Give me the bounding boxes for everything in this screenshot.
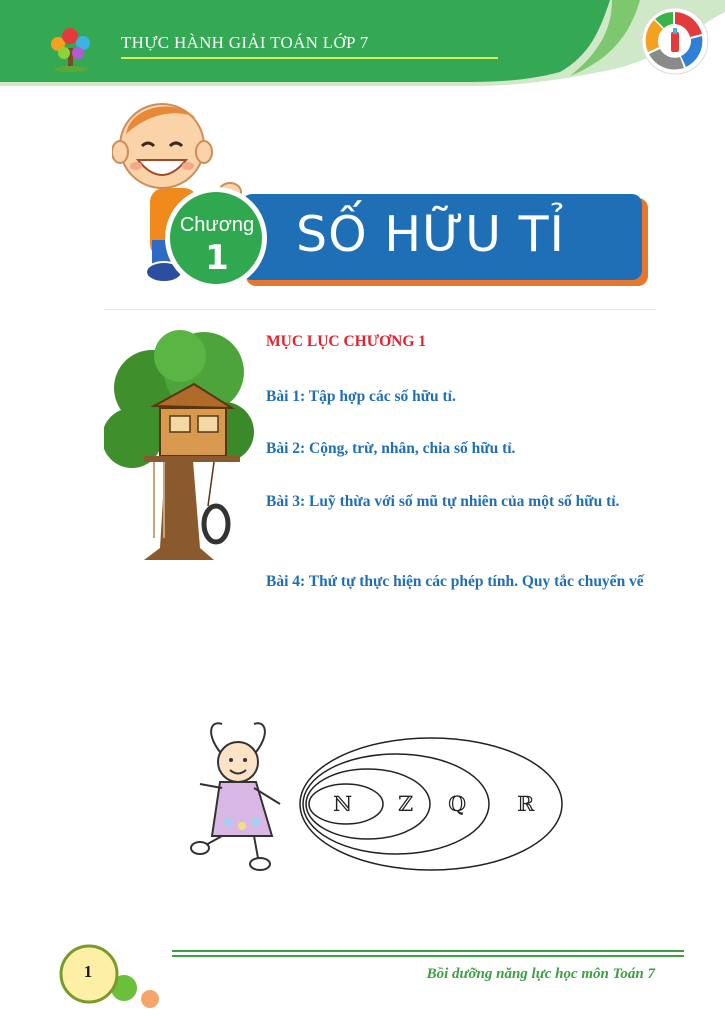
footer-text: Bồi dưỡng năng lực học môn Toán 7 (426, 966, 655, 982)
section-divider (104, 309, 656, 310)
circle-people-logo-icon (640, 6, 710, 76)
set-label-integers: ℤ (398, 792, 414, 816)
toc-item-3[interactable]: Bài 3: Luỹ thừa với số mũ tự nhiên của một số hữu tỉ. (266, 493, 620, 510)
chapter-name: SỐ HỮU TỈ (296, 206, 565, 263)
header-title: THỰC HÀNH GIẢI TOÁN LỚP 7 (121, 33, 369, 52)
chapter-word: Chương (179, 214, 255, 236)
toc-item-4[interactable]: Bài 4: Thứ tự thực hiện các phép tính. Quy tắc chuyển vế (266, 573, 644, 590)
toc-title: MỤC LỤC CHƯƠNG 1 (266, 333, 427, 350)
set-label-naturals: ℕ (333, 792, 353, 816)
tree-logo-icon (44, 22, 98, 72)
chapter-number: 1 (205, 238, 229, 278)
set-label-rationals: ℚ (448, 792, 467, 816)
running-girl-illustration (186, 718, 294, 874)
set-label-reals: ℝ (517, 792, 535, 816)
footer-rule (172, 950, 684, 958)
page-number: 1 (83, 962, 93, 981)
treehouse-illustration (104, 328, 256, 564)
toc-item-1[interactable]: Bài 1: Tập hợp các số hữu tỉ. (266, 388, 456, 405)
toc-item-2[interactable]: Bài 2: Cộng, trừ, nhân, chia số hữu tỉ. (266, 440, 516, 457)
header-underline (121, 57, 498, 59)
